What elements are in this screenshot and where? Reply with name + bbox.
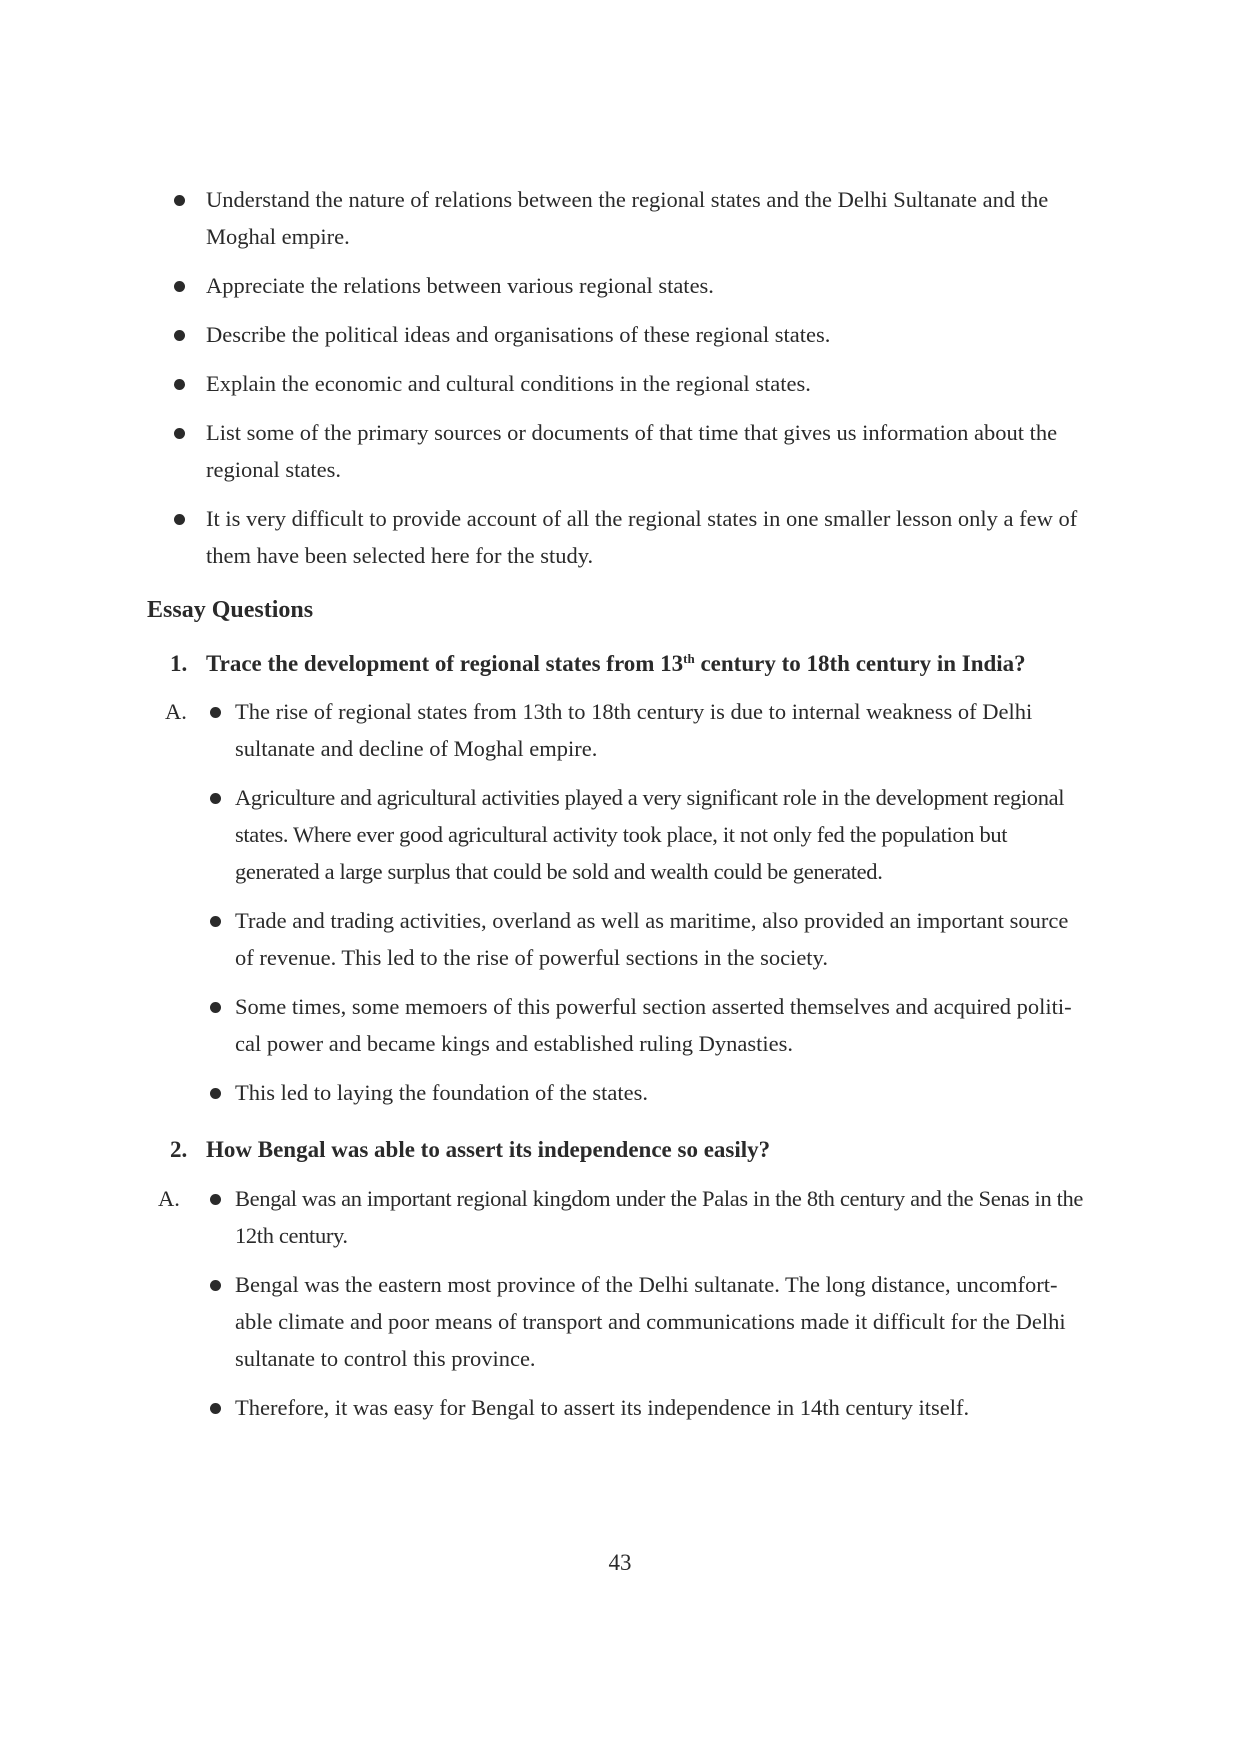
bullet-icon	[174, 281, 185, 292]
bullet-icon	[174, 379, 185, 390]
page-number: 43	[608, 1550, 632, 1575]
objective-text: It is very difficult to provide account of all the regional states in one smaller lesson only a few of them have been selected here for the study.	[206, 506, 1078, 568]
answer-label: A.	[165, 699, 187, 724]
objective-text: Understand the nature of relations between the regional states and the Delhi Sultanate and the Moghal empire.	[206, 187, 1049, 249]
bullet-icon	[210, 916, 221, 927]
bullet-icon	[174, 330, 185, 341]
bullet-icon	[210, 793, 221, 804]
answer-text: Bengal was an important regional kingdom under the Palas in the 8th century and the Senas in the 12th century.	[235, 1186, 1084, 1248]
list-item	[206, 1266, 1090, 1377]
question-number: 2.	[170, 1137, 188, 1162]
answer-points	[206, 1180, 1090, 1438]
answer-text: Bengal was the eastern most province of the Delhi sultanate. The long distance, uncomfort-able climate and poor means of transport and communications made it difficult for the Delhi sultanate to control this province.	[235, 1272, 1066, 1371]
bullet-icon	[210, 1280, 221, 1291]
list-item	[170, 267, 1090, 304]
list-item	[206, 902, 1090, 976]
objective-text: List some of the primary sources or documents of that time that gives us information about the regional states.	[206, 420, 1058, 482]
bullet-icon	[174, 195, 185, 206]
bullet-icon	[210, 1403, 221, 1414]
question-2	[170, 1131, 1090, 1168]
question-text-end: century to 18th century in India?	[694, 651, 1026, 676]
answer-text: Some times, some memoers of this powerful section asserted themselves and acquired politi-cal power and became kings and established ruling Dynasties.	[235, 994, 1072, 1056]
list-item	[206, 1074, 1090, 1111]
list-item	[206, 779, 1090, 890]
answer-text: The rise of regional states from 13th to 18th century is due to internal weakness of Delhi sultanate and decline of Moghal empire.	[235, 699, 1033, 761]
list-item	[206, 1180, 1090, 1254]
answer-text: Therefore, it was easy for Bengal to assert its independence in 14th century itself.	[235, 1395, 970, 1420]
bullet-icon	[174, 514, 185, 525]
bullet-icon	[210, 1002, 221, 1013]
bullet-icon	[210, 1088, 221, 1099]
list-item	[170, 181, 1090, 255]
objective-text: Appreciate the relations between various regional states.	[206, 273, 714, 298]
question-number: 1.	[170, 651, 188, 676]
objective-text: Explain the economic and cultural conditions in the regional states.	[206, 371, 811, 396]
list-item	[206, 988, 1090, 1062]
question-text: Trace the development of regional states from 13	[206, 651, 684, 676]
answer-text: This led to laying the foundation of the states.	[235, 1080, 649, 1105]
list-item	[170, 316, 1090, 353]
section-heading: Essay Questions	[147, 597, 314, 623]
answer-label: A.	[158, 1186, 180, 1211]
answer-text: Agriculture and agricultural activities played a very significant role in the development regional states. Where ever good agricultural activity took place, it not only fed the population but generated a large surplus that could be sold and wealth could be generated.	[235, 785, 1065, 884]
list-item	[170, 500, 1090, 574]
answer-text: Trade and trading activities, overland as well as maritime, also provided an important source of revenue. This led to the rise of powerful sections in the society.	[235, 908, 1069, 970]
list-item	[170, 365, 1090, 402]
bullet-icon	[210, 1194, 221, 1205]
list-item	[206, 693, 1090, 767]
objective-text: Describe the political ideas and organisations of these regional states.	[206, 322, 831, 347]
list-item	[206, 1389, 1090, 1426]
question-1	[170, 645, 1090, 682]
bullet-icon	[210, 707, 221, 718]
bullet-icon	[174, 428, 185, 439]
question-text: How Bengal was able to assert its independence so easily?	[206, 1137, 771, 1162]
question-superscript: th	[683, 651, 695, 666]
objectives-list	[170, 181, 1090, 586]
list-item	[170, 414, 1090, 488]
answer-points	[206, 693, 1090, 1123]
